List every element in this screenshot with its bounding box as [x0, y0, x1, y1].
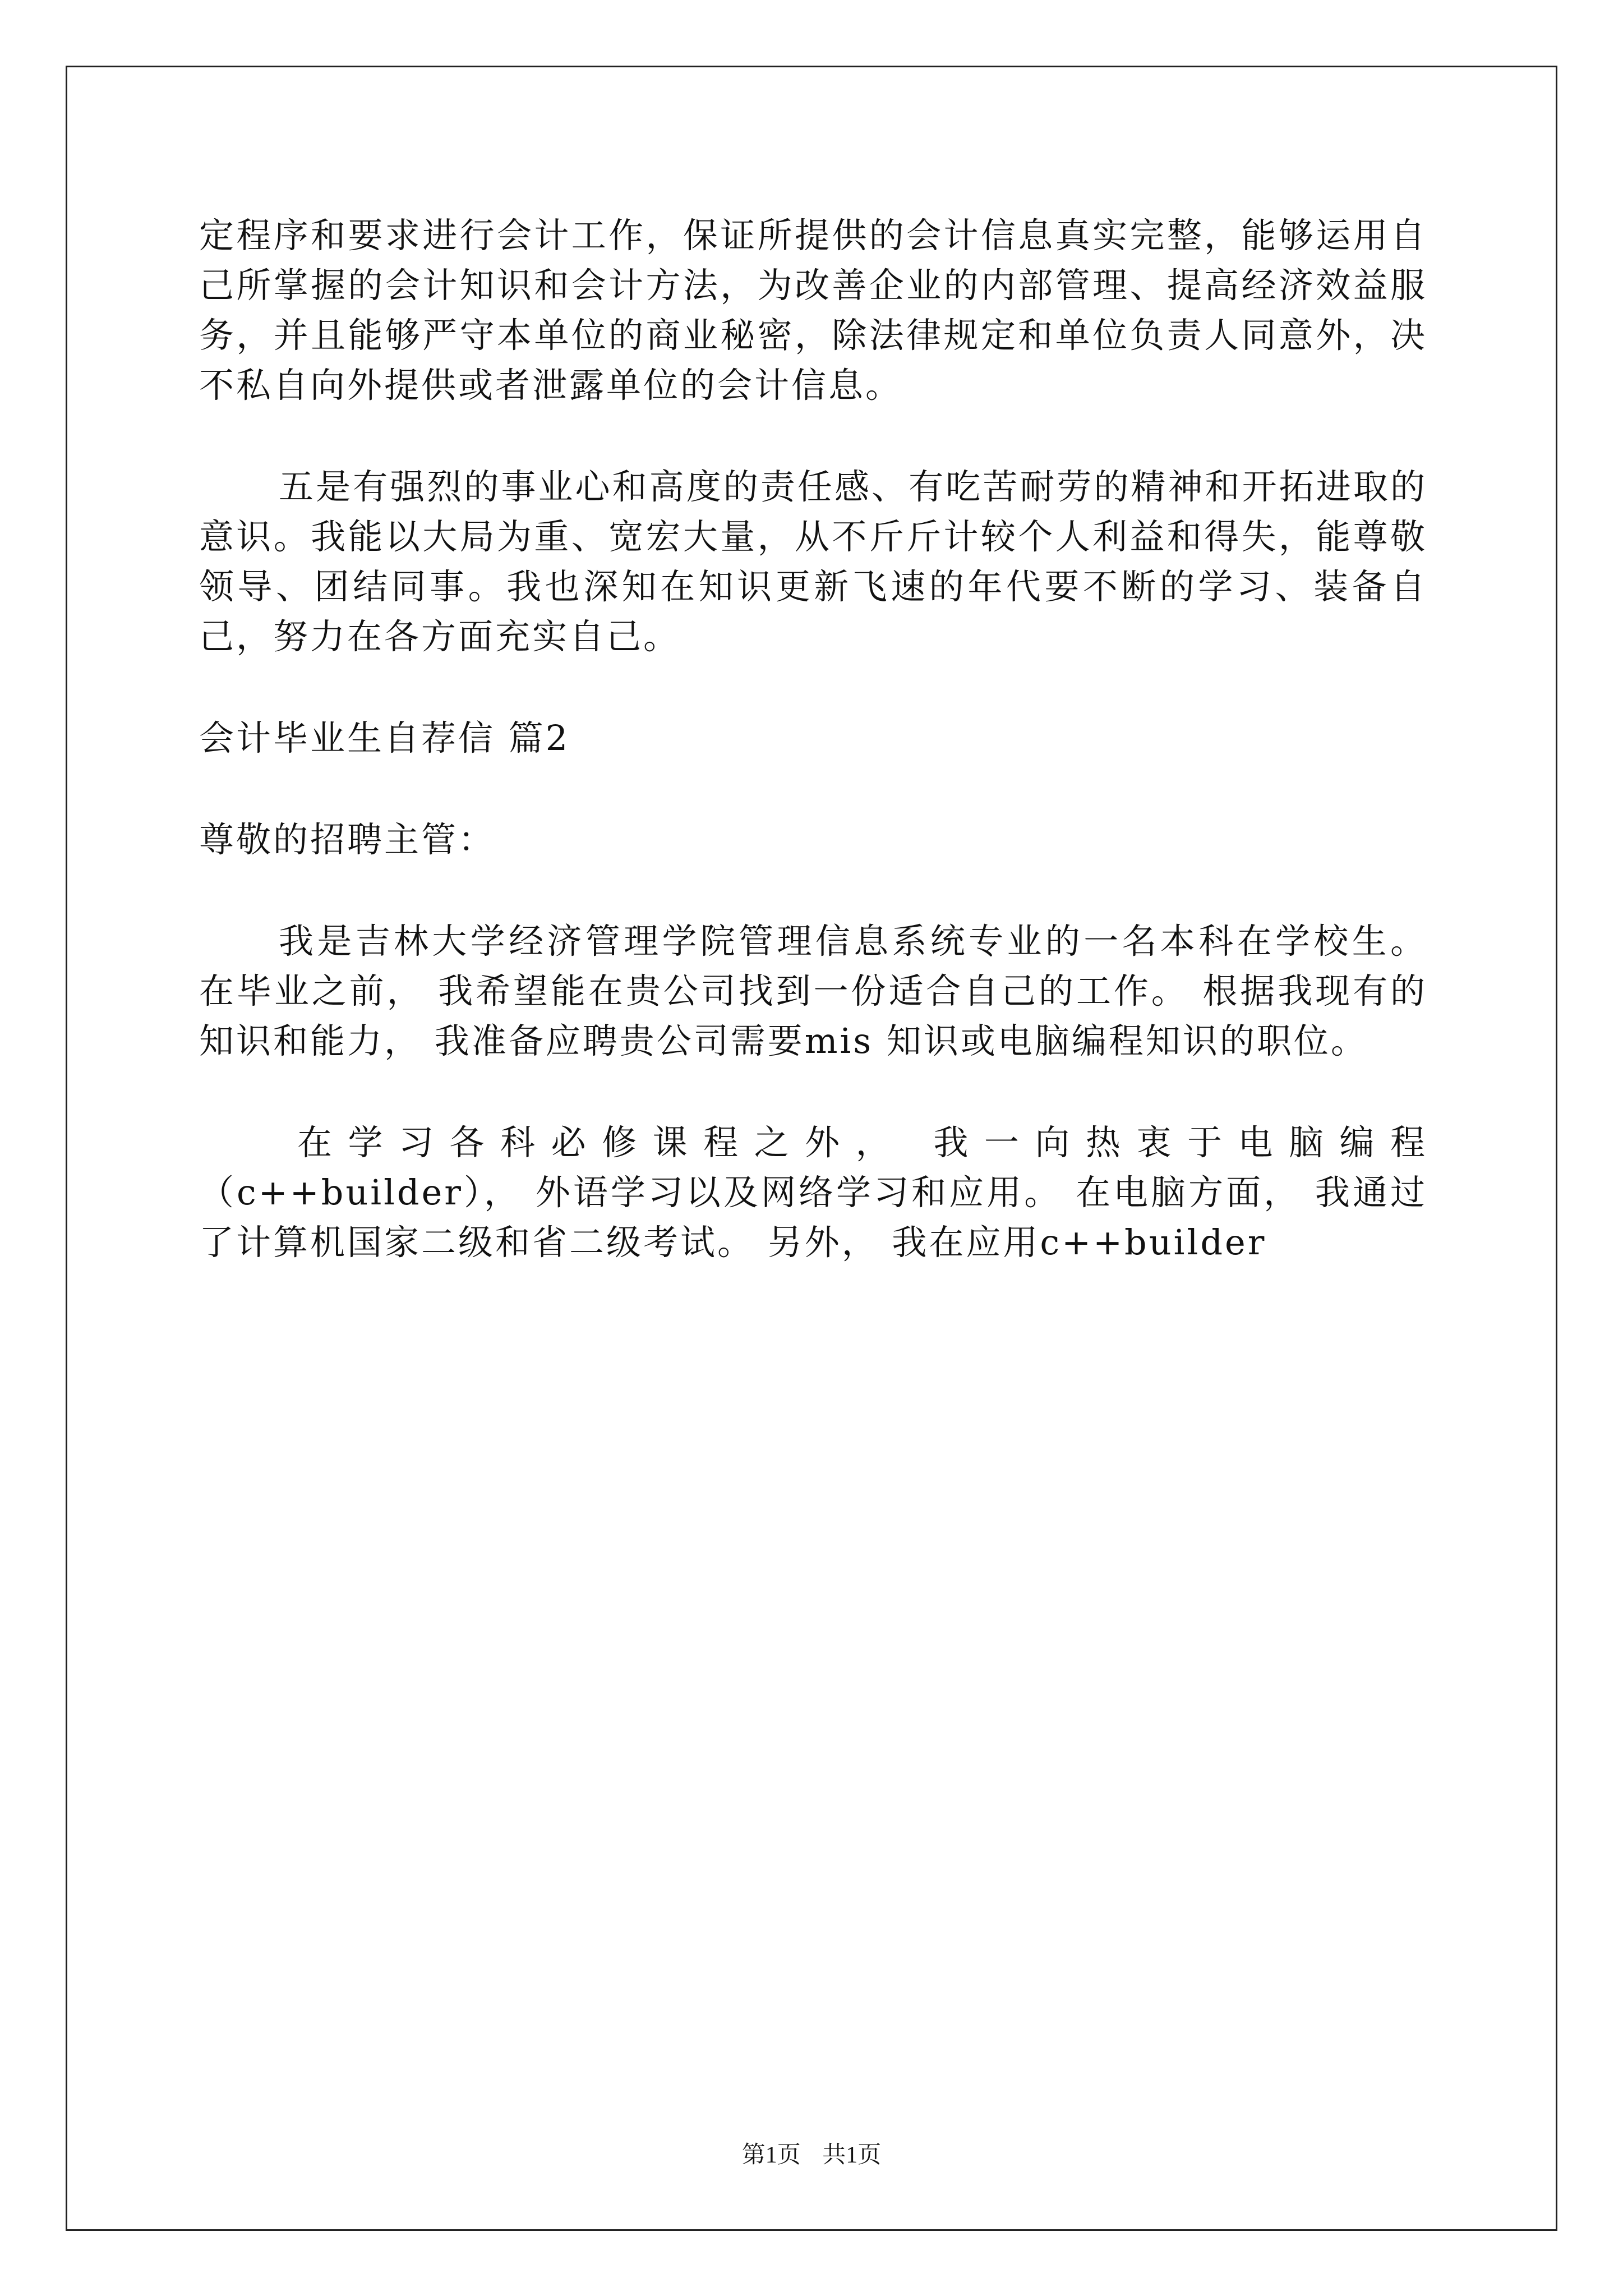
- page-number: 第1页: [741, 2142, 801, 2168]
- document-body: [199, 210, 1427, 1319]
- letter-paragraph-2: 在学习各科必修课程之外， 我一向热衷于电脑编程（c++builder）， 外语学习以及网络学习和应用。 在电脑方面， 我通过了计算机国家二级和省二级考试。 另外， 我在应用c++builder: [199, 1122, 1427, 1263]
- paragraph-1: 定程序和要求进行会计工作，保证所提供的会计信息真实完整，能够运用自己所掌握的会计知识和会计方法，为改善企业的内部管理、提高经济效益服务，并且能够严守本单位的商业秘密，除法律规定和单位负责人同意外，决不私自向外提供或者泄露单位的会计信息。: [199, 215, 1427, 406]
- paragraph-2: 五是有强烈的事业心和高度的责任感、有吃苦耐劳的精神和开拓进取的意识。我能以大局为重、宽宏大量，从不斤斤计较个人利益和得失，能尊敬领导、团结同事。我也深知在知识更新飞速的年代要不断的学习、装备自己，努力在各方面充实自己。: [199, 466, 1427, 657]
- page-footer: [0, 2136, 1623, 2170]
- salutation: 尊敬的招聘主管：: [199, 819, 496, 860]
- page-total: 共1页: [822, 2142, 882, 2168]
- letter-paragraph-1: 我是吉林大学经济管理学院管理信息系统专业的一名本科在学校生。 在毕业之前， 我希望能在贵公司找到一份适合自己的工作。 根据我现有的知识和能力， 我准备应聘贵公司需要mis 知识或电脑编程知识的职位。: [199, 921, 1427, 1061]
- section-title: 会计毕业生自荐信 篇2: [199, 717, 570, 758]
